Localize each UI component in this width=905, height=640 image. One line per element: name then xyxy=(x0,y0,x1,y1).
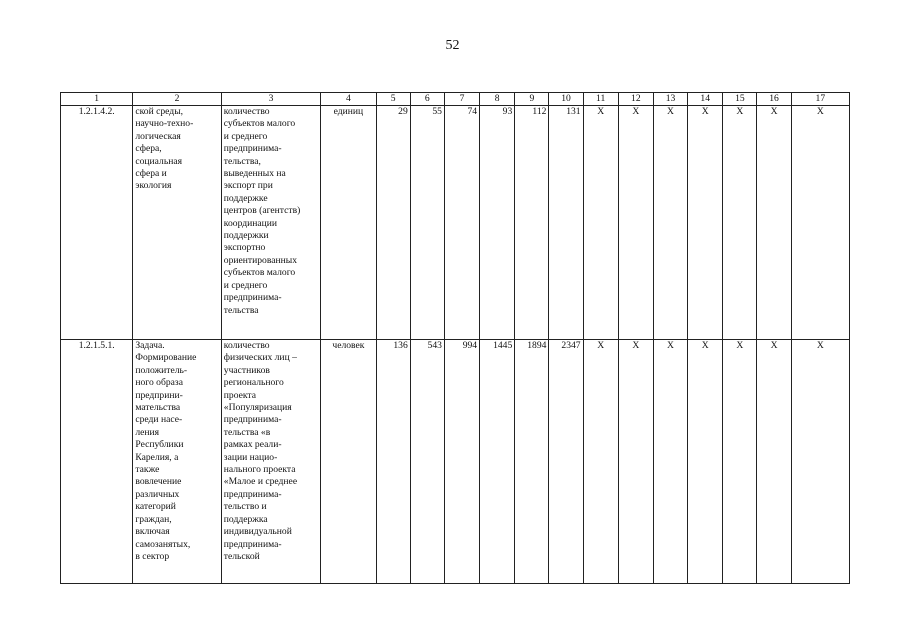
row-mark: X xyxy=(688,340,723,584)
table-row xyxy=(61,340,850,584)
row-value: 1894 xyxy=(515,340,549,584)
row-mark: X xyxy=(791,340,849,584)
column-header: 4 xyxy=(321,93,376,106)
row-indicator: количество субъектов малого и среднего предпринима- тельства, выведенных на экспорт при поддержке центров (агентств) координации поддержки экспортно ориентированных субъектов малого и среднего предпринима- тельства xyxy=(221,106,321,340)
row-mark: X xyxy=(583,106,618,340)
table-row xyxy=(61,106,850,340)
column-header: 7 xyxy=(444,93,479,106)
page-number: 52 xyxy=(445,38,460,53)
row-value: 74 xyxy=(444,106,479,340)
row-value: 131 xyxy=(549,106,583,340)
column-header: 6 xyxy=(410,93,444,106)
column-header: 5 xyxy=(376,93,410,106)
row-mark: X xyxy=(618,106,653,340)
row-value: 1445 xyxy=(480,340,515,584)
column-header: 14 xyxy=(688,93,723,106)
row-task: ской среды, научно-техно- логическая сфера, социальная сфера и экология xyxy=(133,106,221,340)
column-header: 15 xyxy=(723,93,757,106)
column-header: 3 xyxy=(221,93,321,106)
row-code: 1.2.1.4.2. xyxy=(61,106,133,340)
column-header: 12 xyxy=(618,93,653,106)
row-mark: X xyxy=(723,340,757,584)
row-value: 112 xyxy=(515,106,549,340)
row-code: 1.2.1.5.1. xyxy=(61,340,133,584)
column-header: 17 xyxy=(791,93,849,106)
column-header: 13 xyxy=(653,93,687,106)
column-header: 11 xyxy=(583,93,618,106)
column-number-row xyxy=(61,93,850,106)
row-mark: X xyxy=(653,340,687,584)
indicator-table xyxy=(60,92,850,584)
row-value: 543 xyxy=(410,340,444,584)
row-mark: X xyxy=(757,106,791,340)
row-value: 29 xyxy=(376,106,410,340)
column-header: 8 xyxy=(480,93,515,106)
row-mark: X xyxy=(757,340,791,584)
row-value: 994 xyxy=(444,340,479,584)
row-mark: X xyxy=(723,106,757,340)
column-header: 2 xyxy=(133,93,221,106)
column-header: 9 xyxy=(515,93,549,106)
row-mark: X xyxy=(791,106,849,340)
row-value: 2347 xyxy=(549,340,583,584)
row-value: 55 xyxy=(410,106,444,340)
column-header: 10 xyxy=(549,93,583,106)
column-header: 1 xyxy=(61,93,133,106)
row-value: 93 xyxy=(480,106,515,340)
row-mark: X xyxy=(653,106,687,340)
row-task: Задача. Формирование положитель- ного образа предприни- мательства среди насе- ления Республики Карелия, а также вовлечение различных категорий граждан, включая самозанятых, в сектор xyxy=(133,340,221,584)
row-value: 136 xyxy=(376,340,410,584)
row-unit: единиц xyxy=(321,106,376,340)
row-unit: человек xyxy=(321,340,376,584)
row-indicator: количество физических лиц – участников регионального проекта «Популяризация предпринима- тельства «в рамках реали- зации нацио- нального проекта «Малое и среднее предпринима- тельство и поддержка индивидуальной предпринима- тельской xyxy=(221,340,321,584)
column-header: 16 xyxy=(757,93,791,106)
row-mark: X xyxy=(583,340,618,584)
row-mark: X xyxy=(618,340,653,584)
row-mark: X xyxy=(688,106,723,340)
